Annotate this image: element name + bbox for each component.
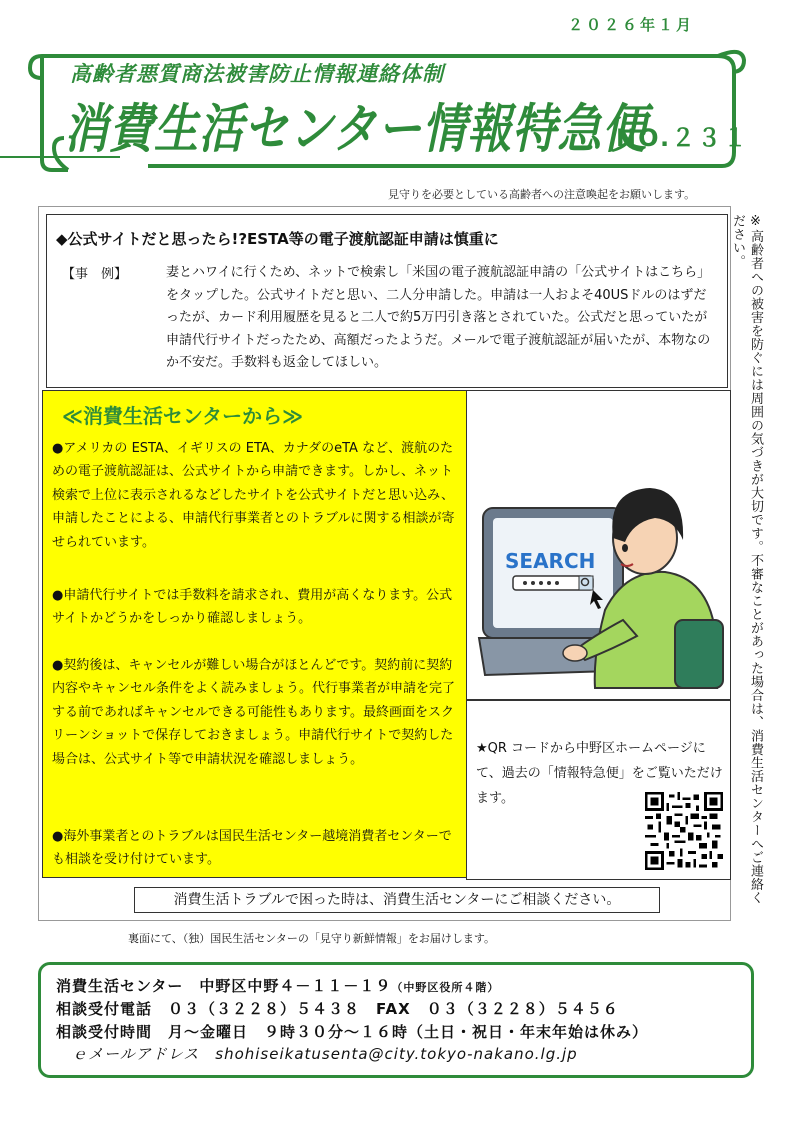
advice-paragraph-1: ●アメリカの ESTA、イギリスの ETA、カナダのeTA など、渡航のための電子渡航認証は、公式サイトから申請できます。しかし、ネット検索で上位に表示されるなどしたサイトを公式サイトだと思い込み、申請したことによる、申請代行事業者とのトラブルに関する相談が寄せられています。 [52, 441, 455, 550]
search-label: SEARCH [505, 549, 596, 573]
qr-code-icon[interactable] [645, 792, 723, 870]
advice-heading: ≪消費生活センターから≫ [62, 404, 304, 428]
contact-hours: 相談受付時間 月～金曜日 ９時３０分～１６時（土日・祝日・年末年始は休み） [56, 1023, 649, 1041]
person-at-laptop-illustration [475, 460, 725, 690]
consult-notice: 消費生活トラブルで困った時は、消費生活センターにご相談ください。 [134, 887, 660, 913]
contact-email[interactable]: ｅメールアドレス shohiseikatusenta@city.tokyo-nakano.lg.jp [72, 1045, 578, 1063]
banner-subtitle: 高齢者悪質商法被害防止情報連絡体制 [70, 62, 444, 86]
request-note: 見守りを必要としている高齢者への注意喚起をお願いします。 [388, 188, 696, 201]
advice-paragraph-2: ●申請代行サイトでは手数料を請求され、費用が高くなります。公式サイトかどうかをしっかり確認しましょう。 [52, 588, 453, 627]
contact-address [56, 975, 499, 996]
advice-paragraph-3: ●契約後は、キャンセルが難しい場合がほとんどです。契約前に契約内容やキャンセル条件をよく読みましょう。代行事業者が申請を完了する前であればキャンセルできる可能性もあります。最終画面をスクリーンショットで保存しておきましょう。申請代行サイトで契約した場合は、公式サイト等で申請状況を確認しましょう。 [52, 658, 456, 767]
banner-title: 消費生活センター情報特急便 [64, 99, 648, 161]
qr-description: ★QR コードから中野区ホームページにて、過去の「情報特急便」をご覧いただけます。 [476, 741, 723, 806]
case-body: 妻とハワイに行くため、ネットで検索し「米国の電子渡航認証申請の「公式サイトはこちら」をタップした。公式サイトだと思い、二人分申請した。申請は一人およそ40USドルのはずだったが、カード利用履歴を見ると二人で約5万円引き落とされていた。公式だと思っていたが申請代行サイトだったため、高額だったようだ。メールで電子渡航認証が届いたが、本物なのか不安だ。手数料も返金してほしい。 [166, 265, 711, 370]
case-heading: ◆公式サイトだと思ったら!?ESTA等の電子渡航認証申請は慎重に [56, 230, 499, 248]
advice-paragraph-4: ●海外事業者とのトラブルは国民生活センター越境消費者センターでも相談を受け付けています。 [52, 829, 452, 868]
issue-number: NO.２３１ [616, 124, 750, 152]
contact-address-note: （中野区役所４階） [391, 981, 500, 994]
issue-date: ２０２６年１月 [568, 16, 695, 34]
case-label: 【事 例】 [62, 267, 128, 282]
reverse-side-note: 裏面にて、（独）国民生活センターの「見守り新鮮情報」をお届けします。 [128, 932, 495, 945]
contact-address-main: 消費生活センター 中野区中野４－１１－１９ [56, 977, 392, 995]
contact-phone: 相談受付電話 ０３（３２２８）５４３８ FAX ０３（３２２８）５４５６ [56, 1000, 619, 1018]
side-note-vertical: ※高齢者への被害を防ぐには周囲の気づきが大切です。不審なことがあった場合は、消費生活センターへご連絡ください。 [730, 214, 763, 905]
